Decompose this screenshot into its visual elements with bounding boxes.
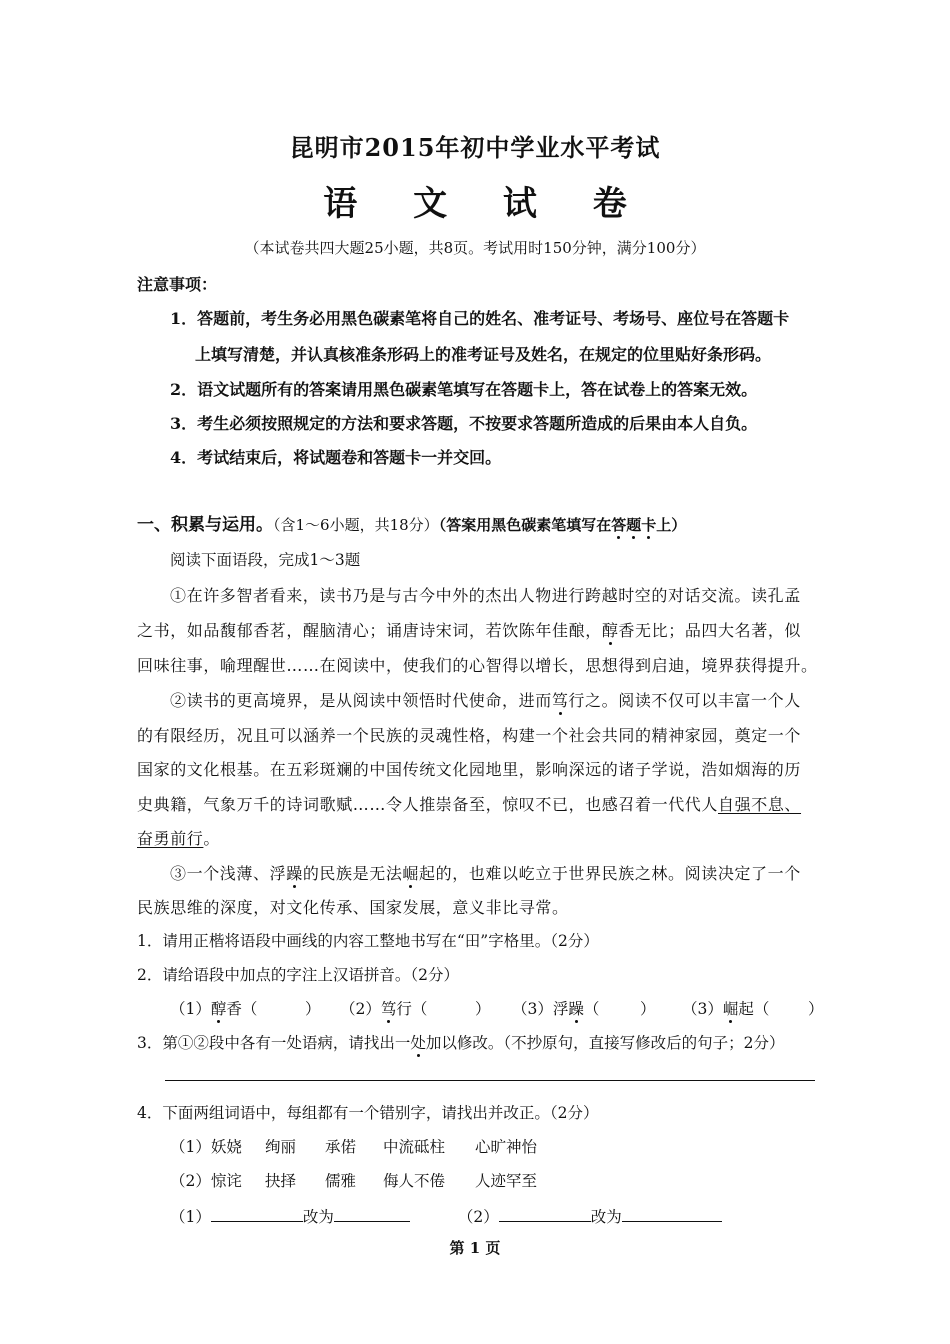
- dotted-char-chun: 醇: [601, 621, 619, 640]
- q4-group-2-word-5: 人迹罕至: [475, 1172, 538, 1190]
- exam-title: 昆明市2015年初中学业水平考试: [289, 133, 661, 162]
- exam-info: （本试卷共四大题25小题，共8页。考试用时150分钟，满分100分）: [244, 239, 706, 257]
- reading-intro: 阅读下面语段，完成1～3题: [170, 551, 361, 569]
- subject-title: 语 文 试 卷: [323, 184, 649, 224]
- q2-item-4-close: ）: [808, 1000, 824, 1018]
- q2-item-1: （1）醇香（: [170, 1000, 258, 1018]
- q4-group-1-word-5: 心旷神怡: [475, 1138, 538, 1156]
- passage-p2-line1: ②读书的更高境界，是从阅读中领悟时代使命，进而笃行之。阅读不仅可以丰富一个人: [170, 691, 801, 710]
- q4-blank-1a[interactable]: [211, 1205, 303, 1222]
- q2-item-1-close: ）: [305, 1000, 321, 1018]
- section-meta: （含1～6小题，共18分）: [273, 516, 439, 534]
- q4-answer-row: （1） 改为 （2） 改为: [170, 1205, 722, 1227]
- page-number: 第 1 页: [449, 1239, 501, 1257]
- q4-blank-1b[interactable]: [334, 1205, 410, 1222]
- notice-item-2: 2．语文试题所有的答案请用黑色碳素笔填写在答题卡上，答在试卷上的答案无效。: [170, 380, 758, 399]
- section-heading: [137, 510, 686, 535]
- dotted-char-du: 笃: [551, 691, 569, 710]
- question-4: 4．下面两组词语中，每组都有一个错别字，请找出并改正。（2分）: [137, 1104, 599, 1122]
- passage-p1-line2: 之书，如品馥郁香茗，醒脑清心；诵唐诗宋词，若饮陈年佳酿，醇香无比；品四大名著，似: [137, 621, 802, 640]
- notice-item-1-cont: 上填写清楚，并认真核准条形码上的准考证号及姓名，在规定的位里贴好条形码。: [195, 345, 772, 364]
- notice-item-4: 4．考试结束后，将试题卷和答题卡一并交回。: [170, 448, 502, 467]
- q4-group-2-word-4: 侮人不倦: [383, 1172, 446, 1190]
- q4-group-1-word-4: 中流砥柱: [383, 1138, 446, 1156]
- notice-heading: 注意事项：: [137, 275, 218, 294]
- passage-p2-line3: 国家的文化根基。在五彩斑斓的中国传统文化园地里，影响深远的诸子学说，浩如烟海的历: [137, 760, 802, 779]
- section-note: （答案用黑色碳素笔填写在答题卡上）: [438, 516, 687, 534]
- passage-p2-line4: 史典籍，气象万千的诗词歌赋……令人推崇备至，惊叹不已，也感召着一代代人自强不息、: [137, 795, 802, 814]
- q4-group-2-word-1: （2）惊诧: [170, 1172, 242, 1190]
- notice-item-1: 1．答题前，考生务必用黑色碳素笔将自己的姓名、准考证号、考场号、座位号在答题卡: [170, 309, 790, 328]
- q4-group-1-word-1: （1）妖娆: [170, 1138, 242, 1156]
- passage-p3-line2: 民族思维的深度，对文化传承、国家发展，意义非比寻常。: [137, 898, 569, 917]
- q4-group-1-word-3: 承偌: [325, 1138, 357, 1156]
- q3-answer-line[interactable]: [165, 1080, 815, 1081]
- section-title: 一、积累与运用。: [137, 515, 273, 535]
- underlined-phrase-1: 自强不息、: [718, 795, 802, 814]
- q2-item-2: （2）笃行（: [340, 1000, 428, 1018]
- question-2: 2．请给语段中加点的字注上汉语拼音。（2分）: [137, 966, 459, 984]
- notice-item-3: 3．考生必须按照规定的方法和要求答题，不按要求答题所造成的后果由本人自负。: [170, 414, 758, 433]
- passage-p1-line3: 回味往事，喻理醒世……在阅读中，使我们的心智得以增长，思想得到启迪，境界获得提升。: [137, 656, 818, 675]
- dotted-char-zao: 躁: [286, 864, 303, 883]
- passage-p3-line1: ③一个浅薄、浮躁的民族是无法崛起的，也难以屹立于世界民族之林。阅读决定了一个: [170, 864, 801, 883]
- passage-p2-line5: 奋勇前行。: [137, 829, 221, 848]
- dotted-char-jue: 崛: [402, 864, 420, 883]
- q4-blank-2a[interactable]: [499, 1205, 591, 1222]
- q4-blank-2b[interactable]: [622, 1205, 722, 1222]
- q2-item-3: （3）浮躁（: [512, 1000, 600, 1018]
- q2-item-2-close: ）: [475, 1000, 491, 1018]
- q4-group-1-word-2: 绚丽: [265, 1138, 297, 1156]
- q4-group-2-word-2: 抉择: [265, 1172, 297, 1190]
- passage-p2-line2: 的有限经历，况且可以涵养一个民族的灵魂性格，构建一个社会共同的精神家园，奠定一个: [137, 726, 802, 745]
- passage-p1-line1: ①在许多智者看来，读书乃是与古今中外的杰出人物进行跨越时空的对话交流。读孔孟: [170, 586, 801, 605]
- underlined-phrase-2: 奋勇前行: [137, 829, 204, 848]
- q2-item-3-close: ）: [640, 1000, 656, 1018]
- question-3: 3．第①②段中各有一处语病，请找出一处加以修改。（不抄原句，直接写修改后的句子；2分）: [137, 1034, 785, 1052]
- question-1: 1．请用正楷将语段中画线的内容工整地书写在“田”字格里。（2分）: [137, 932, 599, 950]
- q2-item-4: （3）崛起（: [682, 1000, 770, 1018]
- q4-group-2-word-3: 儒雅: [325, 1172, 357, 1190]
